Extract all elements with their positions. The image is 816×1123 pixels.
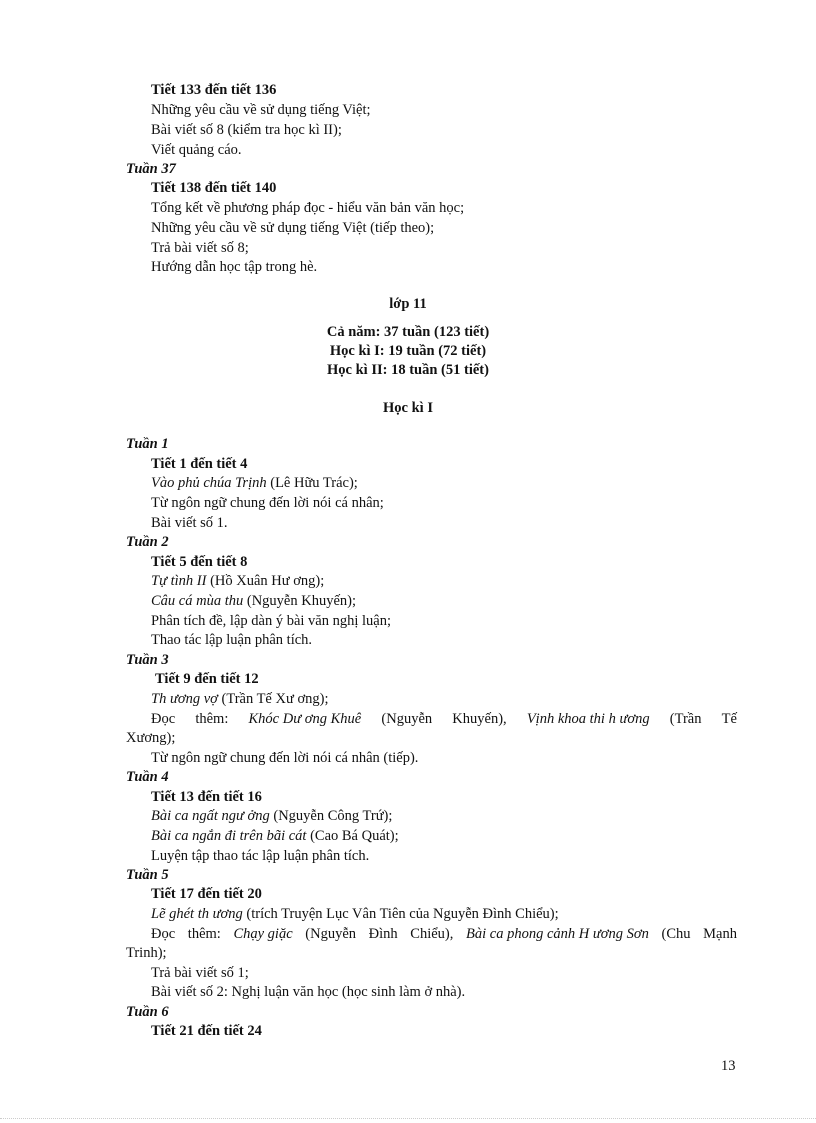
lesson-item: Tổng kết về phương pháp đọc - hiểu văn bản văn học; [151, 200, 465, 216]
lesson-item: Những yêu cầu về sử dụng tiếng Việt; [151, 102, 371, 118]
word: (Nguyễn [381, 711, 433, 727]
lesson-range: Tiết 13 đến tiết 16 [151, 789, 262, 805]
lesson-item [151, 474, 358, 492]
lesson-item [151, 827, 399, 845]
lesson-range: Tiết 21 đến tiết 24 [151, 1023, 262, 1039]
lesson-range-133-136: Tiết 133 đến tiết 136 [151, 82, 277, 98]
lesson-item: Thao tác lập luận phân tích. [151, 632, 313, 648]
lesson-item: Luyện tập thao tác lập luận phân tích. [151, 848, 370, 864]
page-number: 13 [721, 1058, 736, 1074]
work-title: Bài ca ngất ngư ởng [151, 808, 270, 824]
lesson-item: Phân tích đề, lập dàn ý bài văn nghị luận; [151, 613, 392, 629]
lesson-item [151, 807, 392, 825]
reading-extra-line [151, 925, 737, 943]
work-author: (Nguyễn Khuyến); [243, 593, 356, 609]
work-title: Bài ca phong cảnh H ương Sơn [466, 926, 649, 942]
word: Khuyến), [452, 711, 507, 727]
lesson-item [151, 690, 328, 708]
word: Mạnh [703, 926, 737, 942]
work-title: Câu cá mùa thu [151, 593, 244, 609]
semester-2-summary: Học kì II: 18 tuần (51 tiết) [327, 362, 489, 378]
lesson-item-continued: Xương); [126, 730, 176, 746]
week-4-heading: Tuần 4 [126, 769, 169, 785]
lesson-item: Bài viết số 1. [151, 515, 228, 531]
word: thêm: [187, 926, 221, 942]
work-title: Vào phủ chúa Trịnh [151, 475, 267, 491]
lesson-item: Từ ngôn ngữ chung đến lời nói cá nhân; [151, 495, 384, 511]
lesson-item [151, 572, 324, 590]
lesson-item: Bài viết số 8 (kiểm tra học kì II); [151, 122, 342, 138]
week-1-heading: Tuần 1 [126, 436, 169, 452]
word: thêm: [195, 711, 229, 727]
lesson-item: Trả bài viết số 1; [151, 965, 249, 981]
work-title: Khóc Dư ơng Khuê [248, 711, 362, 727]
work-title: Vịnh khoa thi h ương [526, 711, 650, 727]
lesson-range: Tiết 1 đến tiết 4 [151, 456, 248, 472]
work-author: (Hồ Xuân Hư ơng); [206, 573, 325, 589]
lesson-item: Viết quảng cáo. [151, 142, 242, 158]
work-author: (Trần Tế Xư ơng); [217, 691, 329, 707]
work-author: (Cao Bá Quát); [306, 828, 399, 844]
lesson-item: Hướng dẫn học tập trong hè. [151, 259, 318, 275]
lesson-range: Tiết 9 đến tiết 12 [155, 671, 259, 687]
word: Đọc [151, 926, 176, 942]
week-5-heading: Tuần 5 [126, 867, 169, 883]
word: (Chu [661, 926, 691, 942]
week-3-heading: Tuần 3 [126, 652, 169, 668]
work-author: (Nguyễn Công Trứ); [269, 808, 393, 824]
lesson-range: Tiết 17 đến tiết 20 [151, 886, 262, 902]
lesson-item: Bài viết số 2: Nghị luận văn học (học sinh làm ở nhà). [151, 984, 466, 1000]
work-title: Tự tình II [151, 573, 207, 589]
grade-title: lớp 11 [389, 296, 427, 312]
work-author: (trích Truyện Lục Vân Tiên của Nguyễn Đình Chiểu); [242, 906, 559, 922]
lesson-item-continued: Trinh); [126, 945, 167, 961]
lesson-item [151, 905, 559, 923]
week-2-heading: Tuần 2 [126, 534, 169, 550]
week-37-heading: Tuần 37 [126, 161, 176, 177]
lesson-item: Trả bài viết số 8; [151, 240, 249, 256]
work-title: Bài ca ngắn đi trên bãi cát [151, 828, 307, 844]
word: (Trần [669, 711, 702, 727]
reading-extra-line [151, 710, 737, 728]
lesson-item [151, 592, 356, 610]
lesson-range-138-140: Tiết 138 đến tiết 140 [151, 180, 277, 196]
word: Tế [721, 711, 737, 727]
lesson-range: Tiết 5 đến tiết 8 [151, 554, 248, 570]
word: (Nguyễn [305, 926, 357, 942]
work-title: Th ương vợ [151, 691, 218, 707]
week-6-heading: Tuần 6 [126, 1004, 169, 1020]
word: Chiểu), [410, 926, 454, 942]
word: Đình [368, 926, 398, 942]
work-title: Chạy giặc [233, 926, 293, 942]
word: Đọc [151, 711, 176, 727]
semester-1-summary: Học kì I: 19 tuần (72 tiết) [329, 343, 487, 359]
lesson-item: Từ ngôn ngữ chung đến lời nói cá nhân (tiếp). [151, 750, 419, 766]
page-bottom-divider [0, 1118, 816, 1119]
work-title: Lẽ ghét th ương [151, 906, 243, 922]
semester-heading: Học kì I [383, 400, 433, 416]
work-author: (Lê Hữu Trác); [266, 475, 358, 491]
lesson-item: Những yêu cầu về sử dụng tiếng Việt (tiếp theo); [151, 220, 435, 236]
year-summary: Cả năm: 37 tuần (123 tiết) [326, 324, 490, 340]
